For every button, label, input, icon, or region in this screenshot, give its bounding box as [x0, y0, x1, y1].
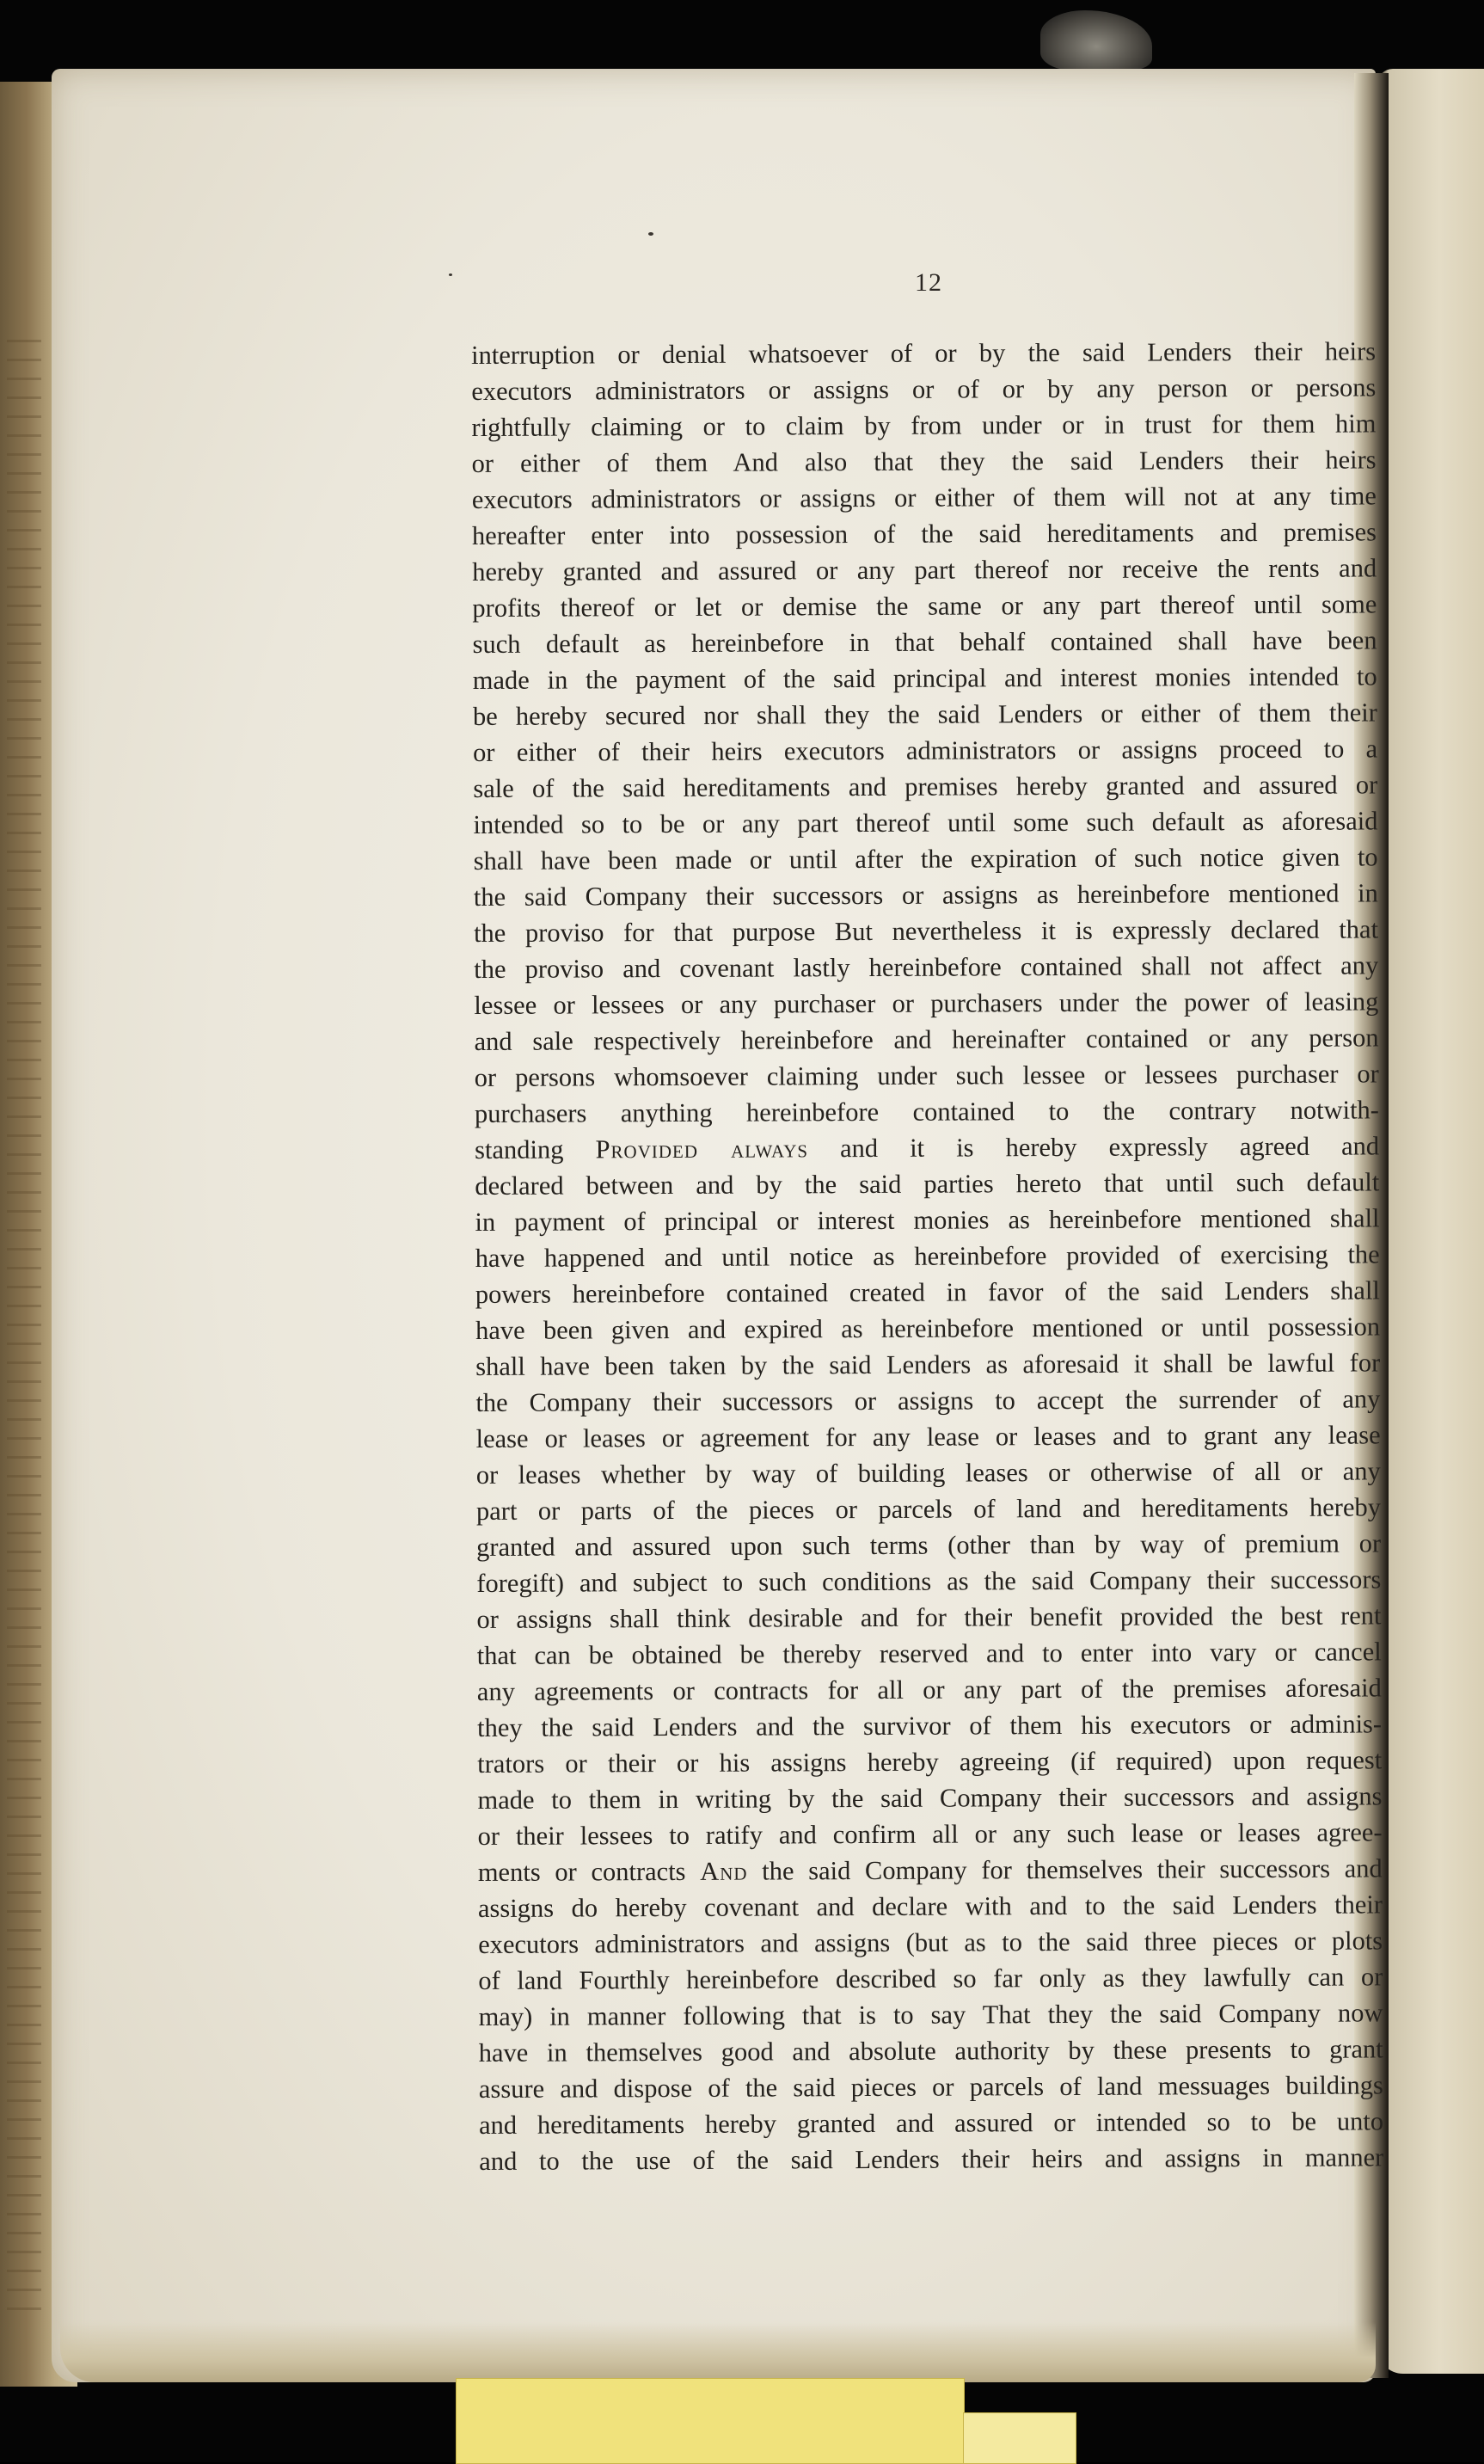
text-line — [478, 1994, 1383, 2035]
text-segment: shall have been taken by the said Lenders as aforesaid it shall be lawful for — [475, 1348, 1381, 1381]
text-line — [475, 1380, 1380, 1421]
page-number: 12 — [915, 268, 942, 297]
text-line — [475, 1236, 1380, 1276]
text-segment: lease or leases or agreement for any lease or leases and to grant any lease — [475, 1420, 1381, 1453]
small-caps-phrase: And — [700, 1856, 748, 1886]
text-line — [478, 1814, 1383, 1854]
text-line — [472, 622, 1377, 662]
yellow-tab — [963, 2412, 1076, 2464]
text-segment: declared between and by the said parties hereto that until such default — [475, 1167, 1380, 1201]
text-line — [473, 802, 1377, 843]
text-segment: trators or their or his assigns hereby agreeing (if required) upon request — [477, 1745, 1383, 1779]
text-segment: any agreements or contracts for all or any part of the premises aforesaid — [476, 1673, 1382, 1706]
text-line — [476, 1525, 1381, 1565]
text-line — [472, 586, 1377, 626]
text-line — [472, 477, 1377, 518]
text-line — [475, 1344, 1380, 1385]
text-segment: or either of them And also that they the said Lenders their heirs — [471, 445, 1377, 478]
sticky-note-tabs — [456, 2378, 1075, 2462]
text-segment: the said Company for themselves their successors and — [747, 1853, 1383, 1886]
text-line — [474, 911, 1378, 951]
text-line — [477, 1633, 1382, 1674]
text-segment: part or parts of the pieces or parcels of land and hereditaments hereby — [475, 1492, 1382, 1526]
text-line — [474, 983, 1378, 1023]
text-segment: the proviso for that purpose But nevertheless it is expressly declared that — [473, 914, 1379, 948]
text-line — [479, 2139, 1383, 2179]
text-line — [477, 1705, 1382, 1746]
text-segment: and hereditaments hereby granted and assured or intended so to be unto — [478, 2106, 1384, 2140]
text-line — [474, 947, 1378, 987]
text-line — [477, 1742, 1382, 1782]
body-text — [471, 333, 1383, 2179]
text-segment: and it is hereby expressly agreed and — [807, 1131, 1380, 1164]
text-line — [474, 1019, 1378, 1060]
text-line — [472, 441, 1377, 482]
text-line — [477, 1669, 1382, 1710]
text-segment: the said Company their successors or assigns as hereinbefore mentioned in — [473, 878, 1378, 912]
text-segment: or persons whomsoever claiming under such lessee or lessees purchaser or — [474, 1059, 1379, 1092]
text-line — [475, 1128, 1379, 1168]
text-line — [471, 333, 1376, 373]
text-segment: have happened and until notice as hereinbefore provided of exercising the — [475, 1239, 1380, 1273]
text-line — [476, 1489, 1381, 1529]
text-line — [478, 1886, 1383, 1926]
text-segment: intended so to be or any part thereof until some such default as aforesaid — [473, 806, 1378, 839]
text-segment: that can be obtained be thereby reserved and to enter into vary or cancel — [476, 1637, 1382, 1670]
text-line — [475, 1055, 1379, 1096]
paper-speck — [648, 232, 653, 236]
text-segment: granted and assured upon such terms (other than by way of premium or — [476, 1528, 1382, 1562]
text-segment: such default as hereinbefore in that behalf contained shall have been — [472, 625, 1377, 659]
text-segment: foregift) and subject to such conditions as the said Company their successors — [476, 1564, 1382, 1598]
text-segment: of land Fourthly hereinbefore described so far only as they lawfully can or — [478, 1962, 1383, 1995]
text-segment: powers hereinbefore contained created in favor of the said Lenders shall — [475, 1275, 1380, 1309]
text-line — [478, 1958, 1383, 1999]
text-segment: lessee or lessees or any purchaser or purchasers under the power of leasing — [474, 986, 1379, 1020]
text-line — [474, 839, 1378, 879]
text-segment: made to them in writing by the said Company their successors and assigns — [477, 1781, 1383, 1815]
text-line — [472, 550, 1377, 590]
text-line — [476, 1597, 1381, 1638]
text-line — [471, 369, 1376, 409]
text-segment: profits thereof or let or demise the same or any part thereof until some — [472, 589, 1377, 623]
text-line — [475, 1272, 1380, 1312]
text-segment: assure and dispose of the said pieces or parcels of land messuages buildings — [478, 2070, 1383, 2104]
text-segment: in payment of principal or interest monies as hereinbefore mentioned shall — [475, 1203, 1380, 1237]
text-line — [479, 2031, 1383, 2071]
text-segment: sale of the said hereditaments and premises hereby granted and assured or — [473, 770, 1378, 803]
text-segment: ments or contracts — [477, 1856, 701, 1887]
text-segment: have in themselves good and absolute authority by these presents to grant — [478, 2034, 1383, 2068]
text-line — [476, 1561, 1381, 1601]
text-line — [475, 1091, 1379, 1132]
text-segment: purchasers anything hereinbefore contained to the contrary notwith- — [474, 1095, 1380, 1128]
text-segment: may) in manner following that is to say That they the said Company now — [478, 1998, 1383, 2031]
text-line — [475, 1308, 1380, 1349]
text-segment: they the said Lenders and the survivor of them his executors or adminis- — [476, 1709, 1383, 1742]
text-segment: or assigns shall think desirable and for their benefit provided the best rent — [476, 1601, 1382, 1634]
text-line — [475, 1200, 1379, 1240]
text-segment: the proviso and covenant lastly hereinbefore contained shall not affect any — [474, 950, 1379, 984]
text-segment: executors administrators or assigns or of or by any person or persons — [471, 372, 1377, 406]
text-segment: made in the payment of the said principal and interest monies intended to — [472, 661, 1377, 695]
text-segment: or their lessees to ratify and confirm all or any such lease or leases agree- — [477, 1817, 1383, 1851]
text-line — [473, 658, 1377, 698]
text-line — [472, 513, 1377, 554]
text-segment: hereafter enter into possession of the said hereditaments and premises — [471, 517, 1377, 550]
text-line — [476, 1453, 1381, 1493]
text-segment: interruption or denial whatsoever of or by the said Lenders their heirs — [471, 336, 1377, 370]
text-line — [473, 766, 1377, 807]
text-line — [479, 2067, 1383, 2107]
text-segment: standing — [475, 1134, 596, 1164]
text-line — [478, 1922, 1383, 1963]
text-segment: have been given and expired as hereinbefore mentioned or until possession — [475, 1312, 1381, 1345]
page-bottom-wear — [60, 2322, 1376, 2382]
text-segment: shall have been made or until after the expiration of such notice given to — [473, 842, 1378, 876]
text-segment: assigns do hereby covenant and declare with and to the said Lenders their — [477, 1889, 1383, 1923]
text-segment: executors administrators and assigns (but as to the said three pieces or plots — [478, 1926, 1383, 1959]
text-segment: or either of their heirs executors administrators or assigns proceed to a — [473, 734, 1378, 767]
paper-speck — [449, 273, 452, 276]
text-segment: and to the use of the said Lenders their heirs and assigns in manner — [479, 2142, 1384, 2176]
small-caps-phrase: Provided always — [595, 1134, 809, 1164]
yellow-tab — [456, 2378, 965, 2464]
stacked-page-edges — [7, 340, 41, 2318]
text-line — [474, 875, 1378, 915]
text-line — [471, 405, 1376, 445]
text-line — [473, 694, 1377, 734]
text-segment: be hereby secured nor shall they the said Lenders or either of them their — [472, 697, 1377, 731]
text-segment: and sale respectively hereinbefore and hereinafter contained or any person — [474, 1023, 1379, 1056]
text-line — [478, 1850, 1383, 1890]
text-segment: executors administrators or assigns or either of them will not at any time — [471, 481, 1377, 514]
text-line — [477, 1778, 1382, 1818]
text-segment: the Company their successors or assigns to accept the surrender of any — [475, 1384, 1381, 1417]
text-segment: or leases whether by way of building leases or otherwise of all or any — [475, 1456, 1381, 1490]
text-segment: rightfully claiming or to claim by from under or in trust for them him — [471, 409, 1377, 442]
text-line — [473, 730, 1377, 771]
text-line — [475, 1164, 1379, 1204]
facing-page-edge — [1377, 69, 1484, 2374]
text-segment: hereby granted and assured or any part thereof nor receive the rents and — [472, 553, 1377, 587]
text-line — [475, 1416, 1380, 1457]
text-line — [479, 2103, 1383, 2143]
